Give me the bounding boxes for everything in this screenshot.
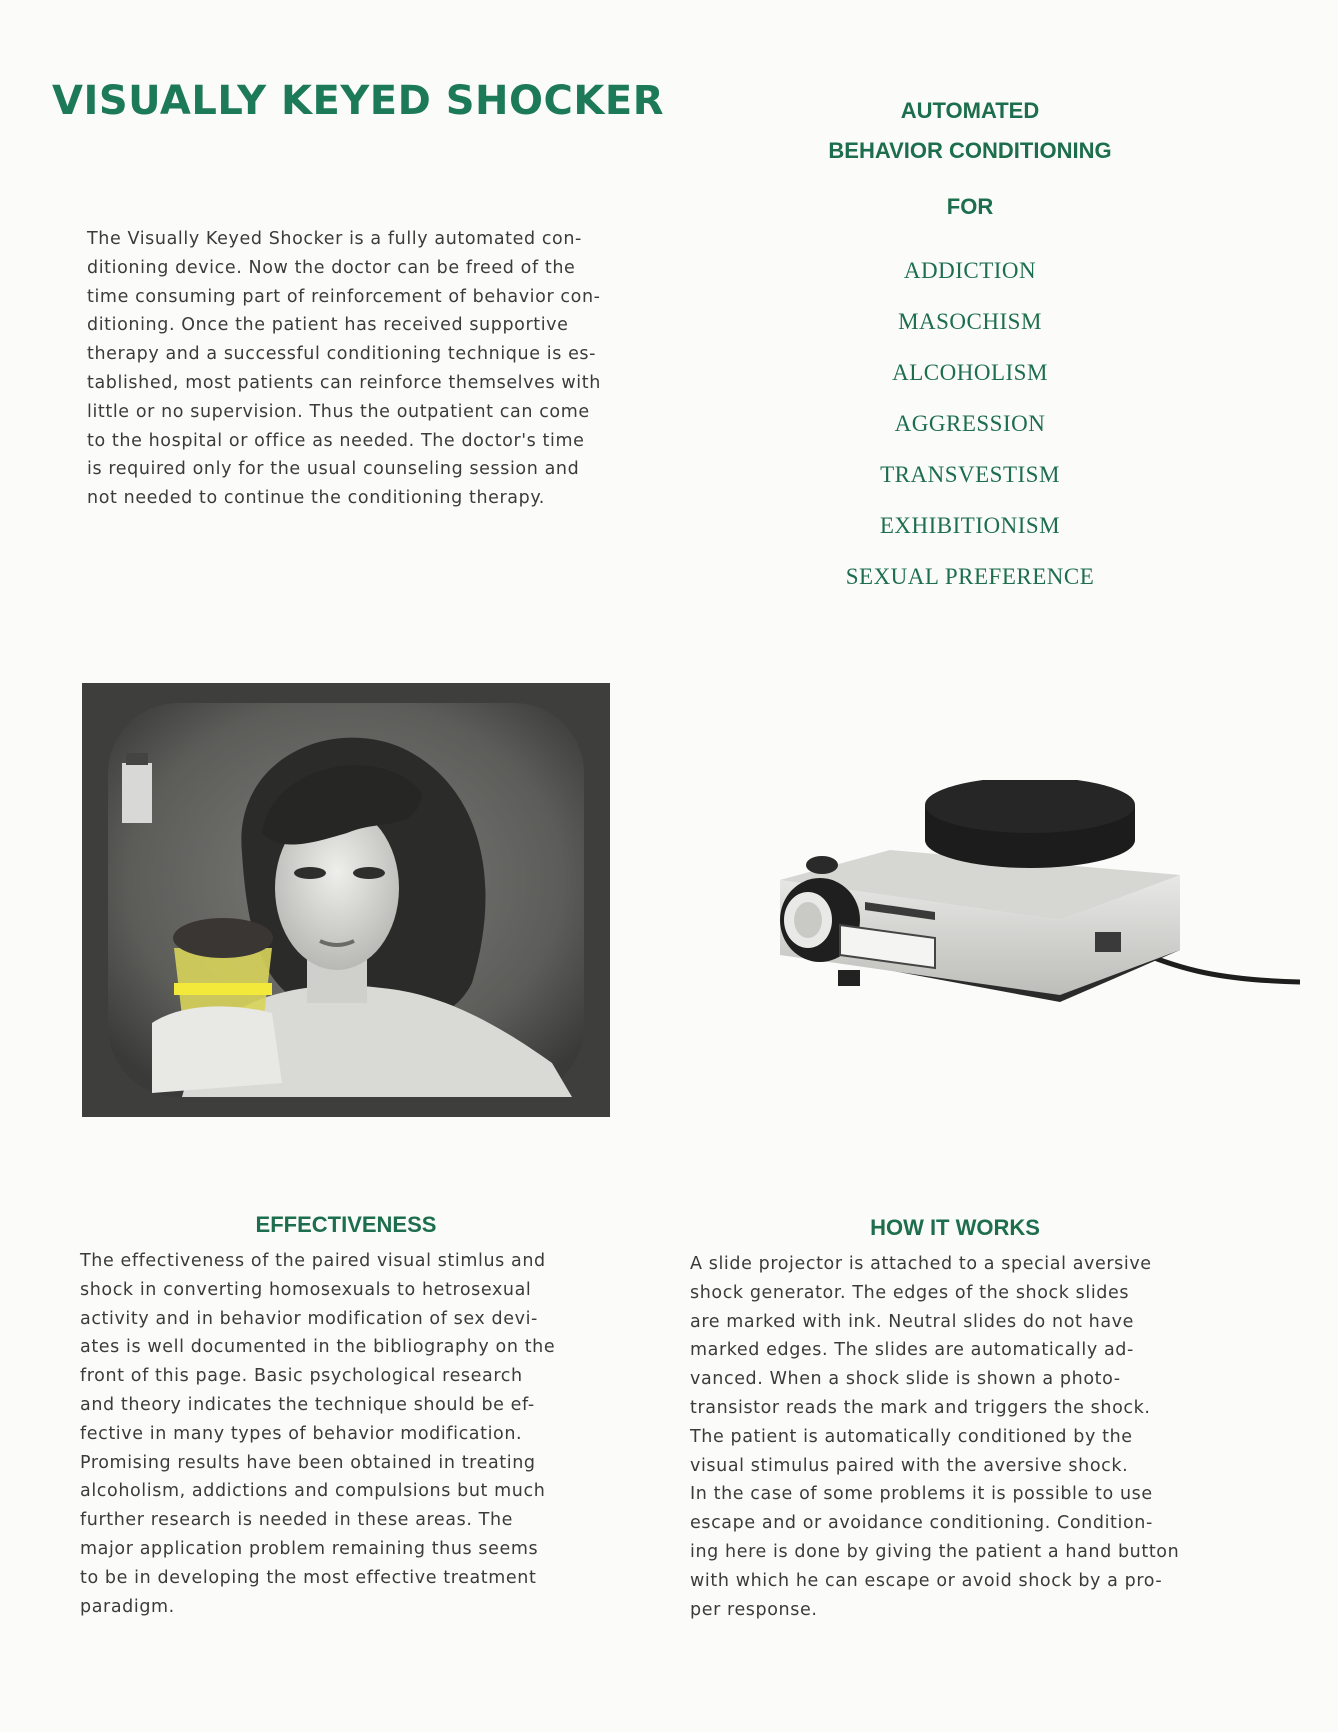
condition-item: AGGRESSION (894, 411, 1046, 436)
condition-item: ADDICTION (903, 258, 1037, 283)
subtitle-behavior-conditioning: BEHAVIOR CONDITIONING (828, 138, 1112, 163)
condition-item: EXHIBITIONISM (879, 513, 1061, 538)
condition-item: ALCOHOLISM (892, 360, 1048, 385)
condition-item: SEXUAL PREFERENCE (845, 564, 1095, 589)
text-line: fective in many types of behavior modification. (80, 1423, 523, 1444)
effectiveness-heading: EFFECTIVENESS (255, 1212, 437, 1237)
condition-item: MASOCHISM (898, 309, 1042, 334)
text-line: A slide projector is attached to a special aversive (690, 1254, 1152, 1274)
effectiveness-paragraph (80, 1247, 610, 1621)
subtitle-for: FOR (946, 194, 994, 219)
text-line: little or no supervision. Thus the outpatient can come (87, 401, 590, 422)
text-line: with which he can escape or avoid shock by a pro- (690, 1570, 1163, 1591)
page-title: VISUALLY KEYED SHOCKER (52, 78, 664, 124)
text-line: alcoholism, addictions and compulsions but much (80, 1481, 546, 1502)
text-line: visual stimulus paired with the aversive shock. (690, 1455, 1129, 1476)
text-line: In the case of some problems it is possible to use (690, 1484, 1153, 1505)
text-line: and theory indicates the technique should be ef- (80, 1394, 535, 1415)
text-line: vanced. When a shock slide is shown a photo- (690, 1369, 1121, 1390)
text-line: tablished, most patients can reinforce themselves with (87, 372, 601, 393)
text-line: paradigm. (80, 1596, 175, 1617)
intro-paragraph (87, 225, 615, 513)
subtitle-automated: AUTOMATED (900, 98, 1040, 123)
text-line: ates is well documented in the bibliography on the (80, 1337, 556, 1358)
projector-image (760, 780, 1300, 1030)
text-line: to be in developing the most effective treatment (80, 1567, 537, 1588)
text-line: ditioning. Once the patient has received supportive (87, 315, 569, 336)
how-it-works-heading: HOW IT WORKS (870, 1215, 1040, 1240)
text-line: activity and in behavior modification of sex devi- (80, 1308, 538, 1329)
text-line: therapy and a successful conditioning technique is es- (87, 344, 597, 365)
text-line: per response. (690, 1599, 818, 1620)
text-line: ing here is done by giving the patient a hand button (690, 1541, 1180, 1562)
how-it-works-paragraph (690, 1250, 1222, 1624)
text-line: further research is needed in these areas. The (80, 1510, 514, 1531)
text-line: ditioning device. Now the doctor can be freed of the (87, 257, 576, 278)
text-line: The Visually Keyed Shocker is a fully automated con- (87, 229, 582, 249)
text-line: shock generator. The edges of the shock slides (690, 1282, 1130, 1303)
text-line: marked edges. The slides are automatically ad- (690, 1340, 1134, 1361)
text-line: time consuming part of reinforcement of behavior con- (87, 286, 601, 307)
text-line: not needed to continue the conditioning therapy. (87, 488, 545, 509)
text-line: shock in converting homosexuals to hetrosexual (80, 1279, 532, 1300)
text-line: to the hospital or office as needed. The doctor's time (87, 430, 585, 451)
text-line: Promising results have been obtained in treating (80, 1452, 536, 1473)
tv-screen-image (82, 683, 610, 1117)
text-line: The effectiveness of the paired visual stimlus and (80, 1251, 546, 1271)
text-line: The patient is automatically conditioned by the (690, 1426, 1133, 1447)
text-line: front of this page. Basic psychological research (80, 1366, 523, 1387)
text-line: transistor reads the mark and triggers the shock. (690, 1397, 1151, 1418)
text-line: escape and or avoidance conditioning. Condition- (690, 1513, 1153, 1534)
text-line: major application problem remaining thus seems (80, 1538, 539, 1559)
text-line: are marked with ink. Neutral slides do not have (690, 1311, 1134, 1332)
text-line: is required only for the usual counseling session and (87, 459, 580, 480)
stimulus-photo (82, 683, 610, 1117)
condition-item: TRANSVESTISM (880, 462, 1060, 487)
slide-projector-photo (760, 780, 1300, 1030)
